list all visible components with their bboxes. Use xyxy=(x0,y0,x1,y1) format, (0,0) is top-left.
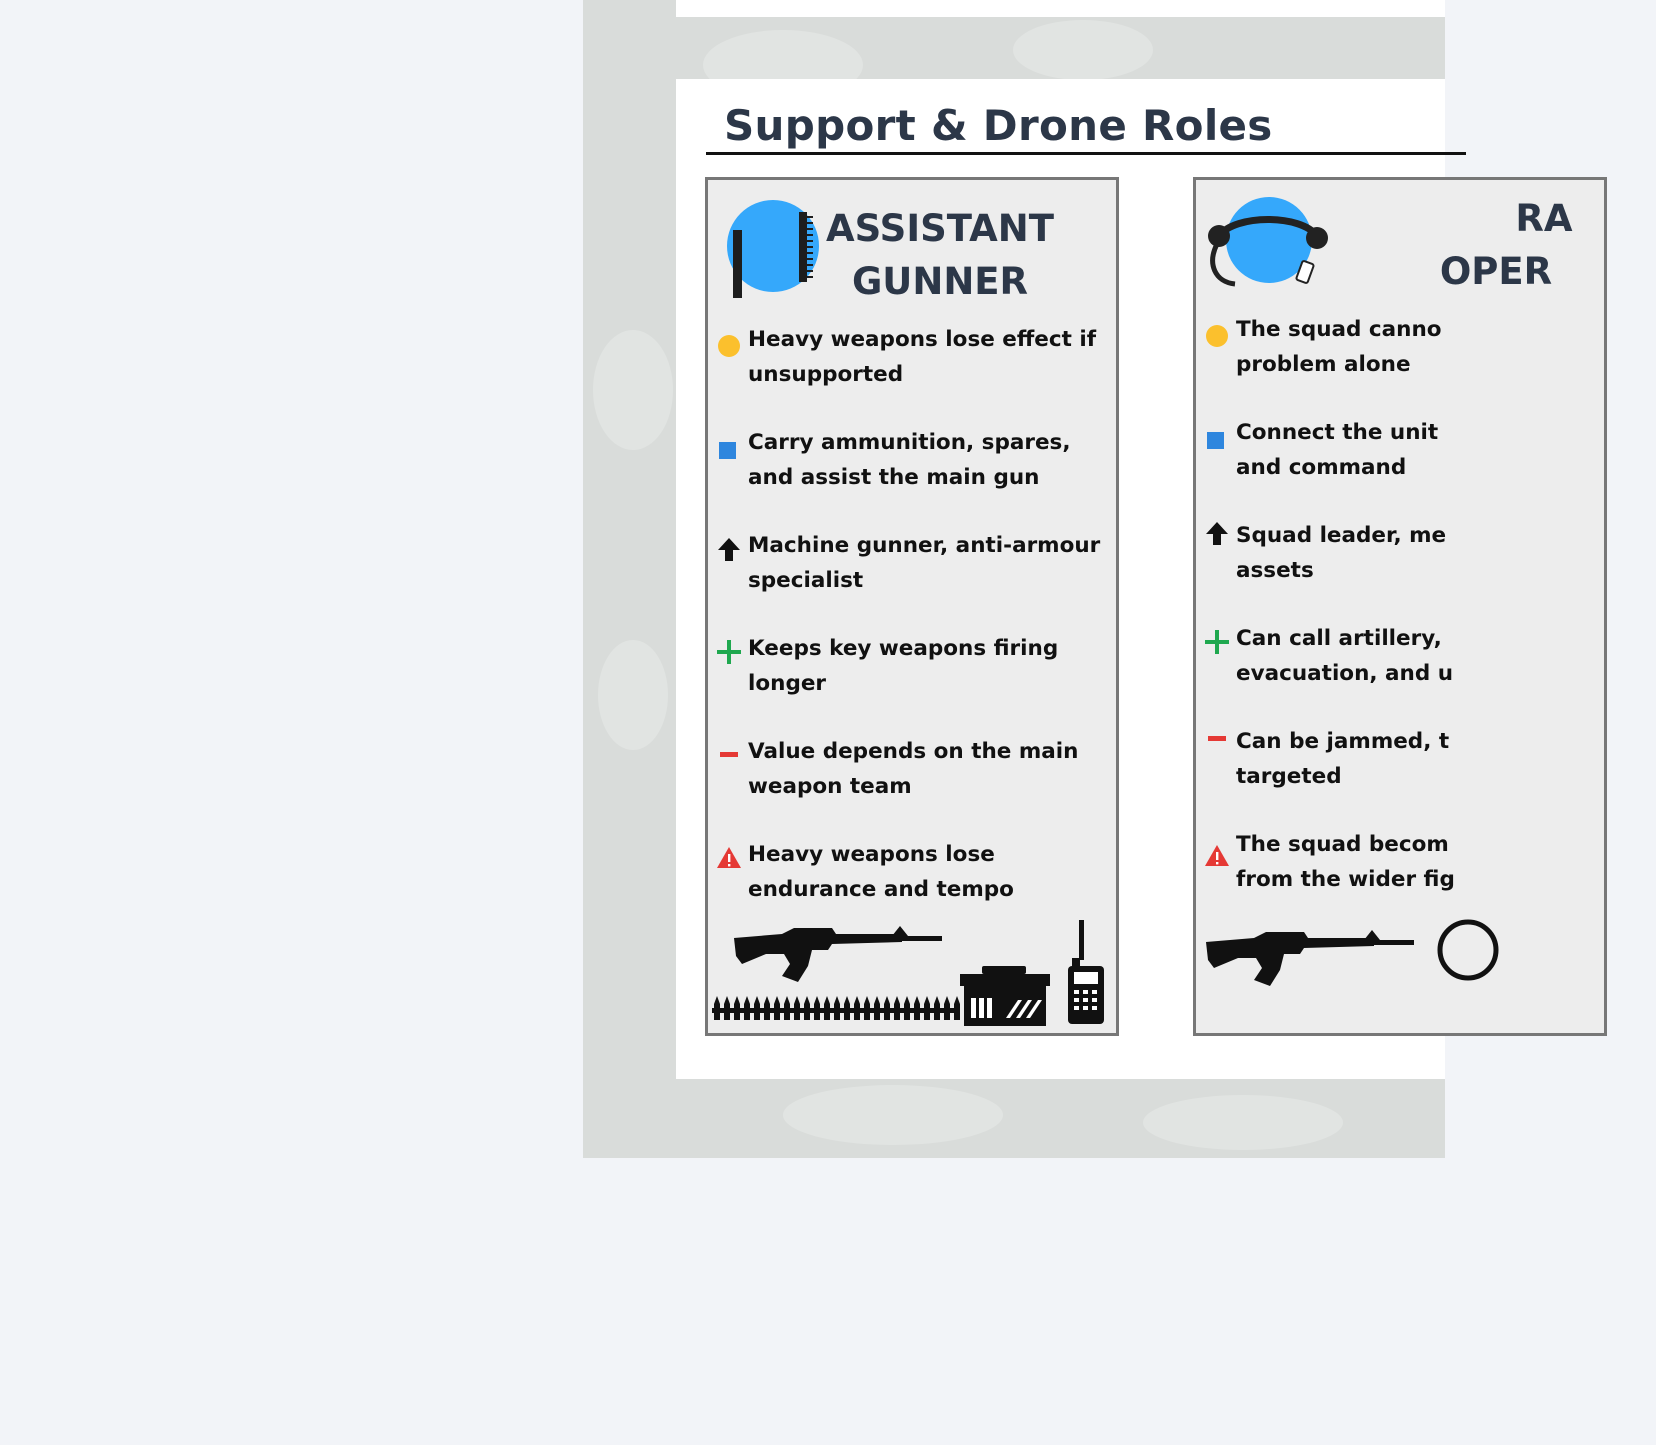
trait-if-missing xyxy=(708,838,1116,918)
trait-text-line xyxy=(1236,313,1656,382)
trait-if-missing xyxy=(1196,828,1604,908)
trait-line-2: evacuation, and u xyxy=(1236,660,1454,686)
trait-text: Keeps key weapons firing longer xyxy=(748,636,1059,696)
trait-line-1: Can call artillery, xyxy=(1236,626,1442,651)
role-title-line1: ASSISTANT xyxy=(826,207,1054,250)
trait-line-1: Can be jammed, t xyxy=(1236,729,1450,754)
trait-role xyxy=(708,426,1116,506)
trait-weakness xyxy=(708,735,1116,815)
role-title-line2: GUNNER xyxy=(851,260,1029,303)
warning-icon xyxy=(1204,842,1230,868)
ammo-belt-icon xyxy=(712,994,960,1024)
plus-icon xyxy=(1204,628,1230,654)
trait-text-line xyxy=(1236,828,1656,897)
yellow-circle-icon xyxy=(716,329,742,355)
trait-line-1: The squad becom xyxy=(1236,832,1449,857)
trait-line-1: Connect the unit xyxy=(1236,420,1439,445)
trait-text: Carry ammunition, spares, and assist the main gun xyxy=(748,430,1071,490)
trait-text-line xyxy=(1236,416,1656,485)
role-title-line1: RA xyxy=(1515,197,1573,240)
magazine-icon xyxy=(723,196,823,300)
trait-line-2: and command xyxy=(1236,454,1407,480)
trait-line-2: problem alone xyxy=(1236,351,1411,377)
role-title xyxy=(826,202,1054,308)
trait-text: Value depends on the main weapon team xyxy=(748,739,1079,799)
rifle-icon xyxy=(1204,926,1416,992)
role-card-radio-operator xyxy=(1193,177,1607,1036)
rifle-icon xyxy=(732,922,944,988)
trait-text-line xyxy=(1236,519,1656,588)
warning-icon xyxy=(716,844,742,870)
plus-icon xyxy=(716,638,742,664)
role-title-line2: OPER xyxy=(1439,250,1553,293)
role-title xyxy=(1346,192,1646,298)
role-card-assistant-gunner xyxy=(705,177,1119,1036)
trait-works-with xyxy=(1196,519,1604,599)
headset-icon xyxy=(1205,192,1329,296)
trait-weakness xyxy=(1196,725,1604,805)
blue-square-icon xyxy=(716,432,742,458)
ammo-box-icon xyxy=(958,964,1053,1028)
trait-works-with xyxy=(708,529,1116,609)
trait-role xyxy=(1196,416,1604,496)
trait-line-2: assets xyxy=(1236,557,1314,583)
radio-handset-icon xyxy=(1066,918,1106,1028)
trait-text-line xyxy=(1236,725,1656,794)
trait-strength xyxy=(708,632,1116,712)
trait-line-2: targeted xyxy=(1236,763,1342,789)
trait-strength xyxy=(1196,622,1604,702)
trait-line-2: from the wider fig xyxy=(1236,866,1455,892)
trait-text: Heavy weapons lose effect if unsupported xyxy=(748,327,1097,387)
trait-situation xyxy=(1196,313,1604,393)
previous-panel-edge xyxy=(676,0,1445,17)
section-title: Support & Drone Roles xyxy=(724,101,1273,150)
trait-situation xyxy=(708,323,1116,403)
title-divider xyxy=(706,152,1466,155)
trait-text: Heavy weapons lose endurance and tempo xyxy=(748,842,1014,902)
yellow-circle-icon xyxy=(1204,319,1230,345)
up-arrow-icon xyxy=(1204,519,1230,545)
up-arrow-icon xyxy=(716,535,742,561)
roles-panel xyxy=(676,79,1573,1079)
compass-icon xyxy=(1432,918,1472,982)
trait-line-1: The squad canno xyxy=(1236,317,1442,342)
minus-icon xyxy=(716,741,742,767)
trait-text: Machine gunner, anti-armour specialist xyxy=(748,533,1101,593)
minus-icon xyxy=(1204,725,1230,751)
trait-line-1: Squad leader, me xyxy=(1236,523,1447,548)
trait-text-line xyxy=(1236,622,1656,691)
blue-square-icon xyxy=(1204,422,1230,448)
